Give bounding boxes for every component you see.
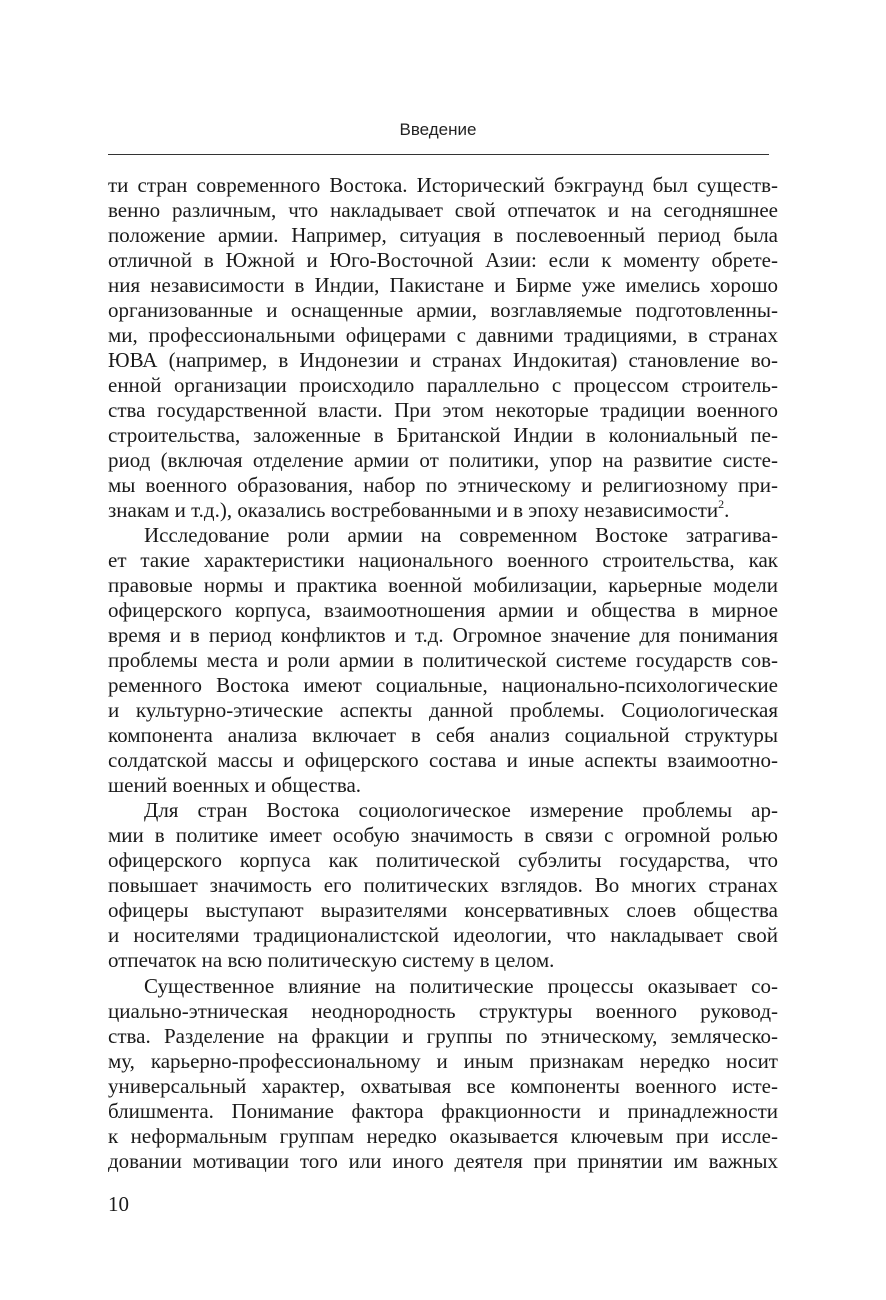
text-line [108, 798, 778, 823]
text-line-content: и носителями традиционалистской идеологии, что накладывает свой [108, 923, 778, 948]
text-line-content: положение армии. Например, ситуация в послевоенный период была [108, 223, 778, 248]
text-line-content: время и в период конфликтов и т.д. Огромное значение для понимания [108, 623, 778, 648]
header-rule [108, 154, 769, 155]
text-line-content: циально-этническая неоднородность структуры военного руковод- [108, 998, 778, 1023]
text-line-content: повышает значимость его политических взглядов. Во многих странах [108, 873, 778, 898]
text-line [108, 648, 778, 673]
text-line-content: довании мотивации того или иного деятеля при принятии им важных [108, 1148, 778, 1173]
text-line [108, 1149, 778, 1174]
text-line [108, 773, 778, 798]
text-line [108, 723, 778, 748]
text-line-content: знакам и т.д.), оказались востребованными и в эпоху независимости [108, 498, 719, 523]
text-line [108, 848, 778, 873]
text-line [108, 873, 778, 898]
text-line [108, 1049, 778, 1074]
text-line [108, 898, 778, 923]
text-line [108, 673, 778, 698]
text-line [108, 598, 778, 623]
paragraph [108, 523, 778, 798]
text-line [108, 573, 778, 598]
text-line-content: мы военного образования, набор по этническому и религиозному при- [108, 473, 778, 498]
text-line-content: ми, профессиональными офицерами с давними традициями, в странах [108, 323, 778, 348]
text-line-content: отпечаток на всю политическую систему в целом. [108, 948, 555, 973]
text-line-content: енной организации происходило параллельно с процессом строитель- [108, 373, 778, 398]
text-line [108, 398, 778, 423]
text-line-content: блишмента. Понимание фактора фракционности и принадлежности [108, 1098, 778, 1123]
text-line-content: офицерского корпуса, взаимоотношения армии и общества в мирное [108, 598, 778, 623]
paragraph [108, 974, 778, 1174]
text-line [108, 623, 778, 648]
text-line [108, 948, 778, 973]
text-line-content: правовые нормы и практика военной мобилизации, карьерные модели [108, 573, 778, 598]
text-line [108, 823, 778, 848]
text-line [108, 999, 778, 1024]
text-line-content: строительства, заложенные в Британской Индии в колониальный пе- [108, 423, 778, 448]
text-line [108, 1124, 778, 1149]
text-line [108, 298, 778, 323]
text-line [108, 1099, 778, 1124]
body-text [108, 173, 778, 1174]
text-line-content: компонента анализа включает в себя анализ социальной структуры [108, 723, 778, 748]
text-line [108, 1024, 778, 1049]
paragraph [108, 798, 778, 973]
footnote-reference[interactable]: 2 [718, 497, 725, 512]
text-line-content: ния независимости в Индии, Пакистане и Бирме уже имелись хорошо [108, 273, 778, 298]
text-line-content: и культурно-этические аспекты данной проблемы. Социологическая [108, 698, 778, 723]
text-line [108, 373, 778, 398]
text-line [108, 273, 778, 298]
text-line-content: ет такие характеристики национального военного строительства, как [108, 548, 778, 573]
text-line [108, 198, 778, 223]
text-line-content: организованные и оснащенные армии, возглавляемые подготовленны- [108, 298, 778, 323]
text-line-content: ти стран современного Востока. Исторический бэкграунд был существ- [108, 173, 778, 197]
text-line [108, 423, 778, 448]
text-line [108, 173, 778, 198]
text-line-content: му, карьерно-профессиональному и иным признакам нередко носит [108, 1048, 778, 1073]
text-line [108, 748, 778, 773]
paragraph [108, 173, 778, 523]
text-line [108, 473, 778, 498]
text-line-content: ства государственной власти. При этом некоторые традиции военного [108, 398, 778, 423]
text-line-content: ременного Востока имеют социальные, национально-психологические [108, 673, 778, 698]
text-line-content: шений военных и общества. [108, 773, 362, 798]
text-line-content: солдатской массы и офицерского состава и иные аспекты взаимоотно- [108, 748, 778, 773]
text-line-content: ства. Разделение на фракции и группы по этническому, земляческо- [108, 1023, 778, 1048]
text-line-content: ЮВА (например, в Индонезии и странах Индокитая) становление во- [108, 348, 778, 373]
text-line-content: Исследование роли армии на современном Востоке затрагива- [144, 523, 778, 548]
text-line: знакам и т.д.), оказались востребованными и в эпоху независимости$^2$. [108, 497, 730, 523]
text-line [108, 448, 778, 473]
text-line [108, 248, 778, 273]
text-line [108, 548, 778, 573]
text-line-content: универсальный характер, охватывая все компоненты военного исте- [108, 1073, 778, 1098]
text-line [108, 974, 778, 999]
text-line [108, 698, 778, 723]
text-line-content: офицеры выступают выразителями консервативных слоев общества [108, 898, 778, 923]
text-line-content: риод (включая отделение армии от политики, упор на развитие систе- [108, 448, 778, 473]
text-line [108, 1074, 778, 1099]
text-line [108, 223, 778, 248]
text-line [108, 523, 778, 548]
text-line-content: Для стран Востока социологическое измерение проблемы ар- [144, 798, 778, 823]
text-line-content: Существенное влияние на политические процессы оказывает со- [144, 973, 778, 998]
text-line-content: мии в политике имеет особую значимость в связи с огромной ролью [108, 823, 778, 848]
text-line-content: проблемы места и роли армии в политической системе государств сов- [108, 648, 778, 673]
text-line-content: венно различным, что накладывает свой отпечаток и на сегодняшнее [108, 198, 778, 223]
text-line-content: к неформальным группам нередко оказывается ключевым при иссле- [108, 1123, 778, 1148]
text-line-content: отличной в Южной и Юго-Восточной Азии: если к моменту обрете- [108, 248, 778, 273]
page-number: 10 [108, 1192, 129, 1216]
text-line-content: офицерского корпуса как политической субэлиты государства, что [108, 848, 778, 873]
text-line [108, 923, 778, 948]
text-line [108, 323, 778, 348]
running-header: Введение [399, 120, 477, 139]
text-line [108, 348, 778, 373]
